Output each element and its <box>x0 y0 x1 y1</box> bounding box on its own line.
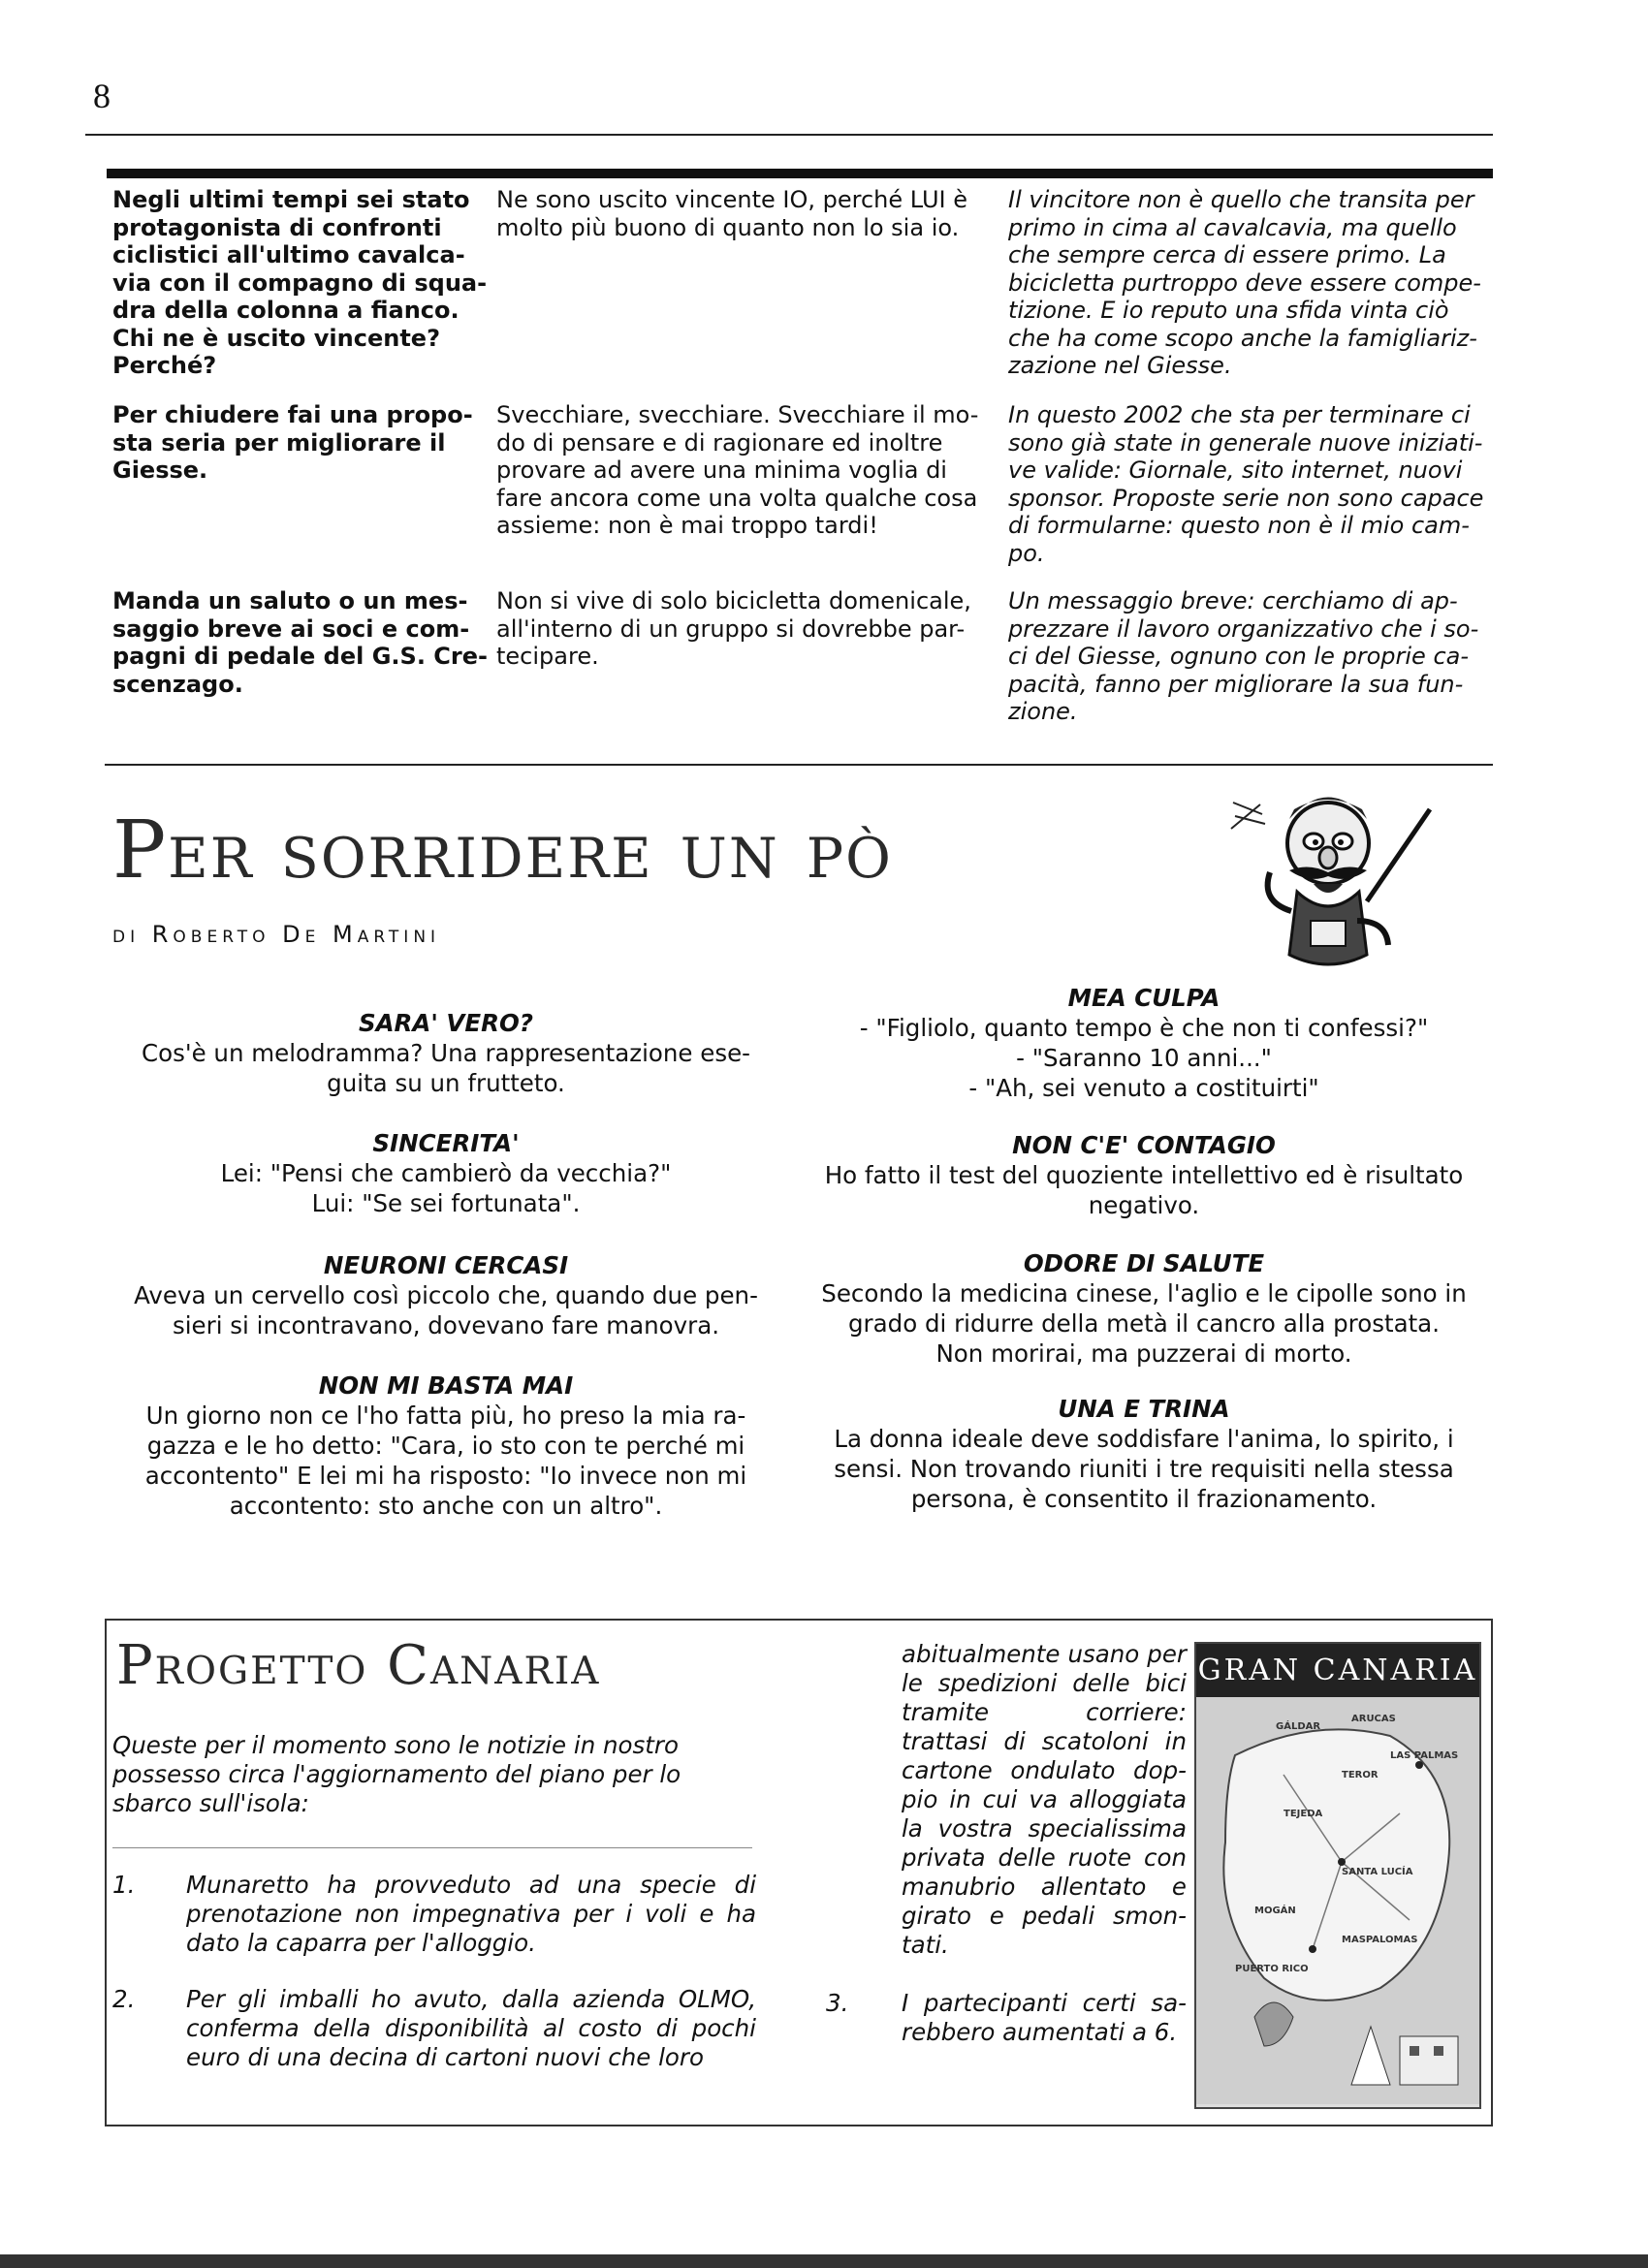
joke-line: - "Ah, sei venuto a costituirti" <box>968 1074 1319 1102</box>
progetto-item <box>112 1871 756 1958</box>
map-label: ARUCAS <box>1351 1714 1396 1724</box>
item-number: 1. <box>112 1871 136 1899</box>
joke <box>795 1394 1493 1514</box>
interview-question: Per chiudere fai una propo-sta seria per migliorare il Giesse. <box>112 401 473 484</box>
joke-line: Aveva un cervello così piccolo che, quando due pen- <box>134 1281 758 1309</box>
interview-answer: Svecchiare, svecchiare. Svecchiare il mo-do di pensare e di ragionare ed inoltre provare ad avere una minima voglia di fare ancora come una volta qualche cosa assieme: non è mai troppo tardi! <box>496 401 979 539</box>
interview-comment: Un messaggio breve: cerchiamo di ap-prezzare il lavoro organizzativo che i so-ci del Giesse, ognuno con le proprie ca-pacità, fanno per migliorare la sua fun-zione. <box>1008 587 1479 725</box>
page-number: 8 <box>93 77 111 115</box>
interview-comment: In questo 2002 che sta per terminare ci sono già state in generale nuove iniziati-ve valide: Giornale, sito internet, nuovi sponsor. Proposte serie non sono capace di formularne: questo non è il mio cam-po. <box>1008 401 1484 567</box>
joke <box>795 1130 1493 1220</box>
map-label: LAS PALMAS <box>1390 1750 1459 1761</box>
joke-line: accontento" E lei mi ha risposto: "Io invece non mi <box>144 1462 747 1490</box>
joke <box>795 983 1493 1103</box>
joke-line: - "Figliolo, quanto tempo è che non ti confessi?" <box>859 1014 1429 1042</box>
joke-line: La donna ideale deve soddisfare l'anima, lo spirito, i <box>834 1425 1454 1453</box>
map-label: GÁLDAR <box>1276 1721 1321 1732</box>
joke-title: UNA E TRINA <box>1058 1395 1230 1423</box>
header-rule <box>85 134 1493 136</box>
interview-top-bar <box>107 169 1493 178</box>
progetto-item <box>112 1985 756 2072</box>
joke-line: guita su un frutteto. <box>327 1069 565 1097</box>
section-byline: di Roberto De Martini <box>112 921 441 948</box>
scan-edge <box>0 2254 1648 2268</box>
joke-line: Lui: "Se sei fortunata". <box>311 1189 581 1217</box>
interview-comment: Il vincitore non è quello che transita per primo in cima al cavalcavia, ma quello che sempre cerca di essere primo. La bicicletta purtroppo deve essere compe-tizione. E io reputo una sfida vinta ciò che ha come scopo anche la famigliariz-zazione nel Giesse. <box>1008 186 1481 379</box>
joke-line: Un giorno non ce l'ho fatta più, ho preso la mia ra- <box>145 1402 746 1430</box>
item-text: Munaretto ha provveduto ad una specie di prenotazione non impegnativa per i voli e ha dato la caparra per l'alloggio. <box>186 1871 756 1957</box>
progetto-divider <box>112 1847 752 1848</box>
joke-line: Non morirai, ma puzzerai di morto. <box>935 1339 1352 1368</box>
map-label: MASPALOMAS <box>1342 1935 1418 1945</box>
item-text: Per gli imballi ho avuto, dalla azienda OLMO, conferma della disponibilità al costo di pochi euro di una decina di cartoni nuovi che loro <box>186 1985 756 2071</box>
joke <box>107 1008 785 1098</box>
joke-title: NON MI BASTA MAI <box>318 1371 574 1400</box>
interview-answer: Ne sono uscito vincente IO, perché LUI è molto più buono di quanto non lo sia io. <box>496 186 967 241</box>
joke-line: persona, è consentito il frazionamento. <box>910 1485 1378 1513</box>
map-label: PUERTO RICO <box>1235 1964 1309 1974</box>
map-label: TEROR <box>1342 1770 1379 1780</box>
joke-line: gazza e le ho detto: "Cara, io sto con te perché mi <box>146 1432 745 1460</box>
joke-line: accontento: sto anche con un altro". <box>229 1492 663 1520</box>
joke-line: - "Saranno 10 anni..." <box>1016 1044 1272 1072</box>
item-number: 3. <box>826 1989 849 2017</box>
joke-title: SARA' VERO? <box>358 1009 534 1037</box>
gran-canaria-map <box>1194 1642 1481 2109</box>
map-label: SANTA LUCÍA <box>1342 1867 1413 1877</box>
joke-title: NEURONI CERCASI <box>323 1251 569 1279</box>
joke-line: sensi. Non trovando riuniti i tre requisiti nella stessa <box>834 1455 1454 1483</box>
section-title: Per sorridere un pò <box>112 804 893 897</box>
joke-line: negativo. <box>1088 1191 1200 1219</box>
section-divider <box>105 764 1493 766</box>
map-title: GRAN CANARIA <box>1196 1644 1479 1697</box>
joke <box>107 1370 785 1521</box>
joke-title: ODORE DI SALUTE <box>1023 1249 1265 1277</box>
joke-line: sieri si incontravano, dovevano fare manovra. <box>172 1311 720 1339</box>
joke-line: Cos'è un melodramma? Una rappresentazione ese- <box>141 1039 751 1067</box>
joke-line: grado di ridurre della metà il cancro alla prostata. <box>848 1309 1440 1338</box>
interview-question: Manda un saluto o un mes-saggio breve ai soci e com-pagni di pedale del G.S. Cre-scenzago. <box>112 587 488 698</box>
joke-line: Secondo la medicina cinese, l'aglio e le cipolle sono in <box>821 1279 1467 1307</box>
joke-line: Lei: "Pensi che cambierò da vecchia?" <box>220 1159 672 1187</box>
joke <box>107 1250 785 1340</box>
joke <box>795 1248 1493 1369</box>
interview-question: Negli ultimi tempi sei stato protagonista di confronti ciclistici all'ultimo cavalca-via con il compagno di squa-dra della colonna a fianco. Chi ne è uscito vincente? Perché? <box>112 186 488 379</box>
progetto-title: Progetto Canaria <box>116 1634 601 1697</box>
item-text: I partecipanti certi sa-rebbero aumentati a 6. <box>902 1989 1187 2046</box>
joke-title: SINCERITA' <box>372 1129 520 1157</box>
cartoon-illustration <box>1221 775 1444 979</box>
progetto-continuation: abitualmente usano per le spedizioni delle bici tramite corriere: trattasi di scatoloni in cartone ondulato dop-pio in cui va alloggiata la vostra specialissima privata delle ruote con manubrio allentato e girato e pedali smon-tati. <box>902 1640 1187 1959</box>
joke-title: MEA CULPA <box>1067 984 1220 1012</box>
joke-line: Ho fatto il test del quoziente intellettivo ed è risultato <box>824 1161 1464 1189</box>
interview-answer: Non si vive di solo bicicletta domenicale, all'interno di un gruppo si dovrebbe par-tecipare. <box>496 587 971 670</box>
map-label: MOGÁN <box>1254 1906 1296 1916</box>
item-number: 2. <box>112 1985 136 2013</box>
joke-title: NON C'E' CONTAGIO <box>1012 1131 1276 1159</box>
map-label: TEJEDA <box>1284 1809 1323 1819</box>
joke <box>107 1128 785 1218</box>
progetto-intro: Queste per il momento sono le notizie in nostro possesso circa l'aggiornamento del piano per lo sbarco sull'isola: <box>112 1731 681 1817</box>
progetto-item <box>826 1989 1187 2047</box>
